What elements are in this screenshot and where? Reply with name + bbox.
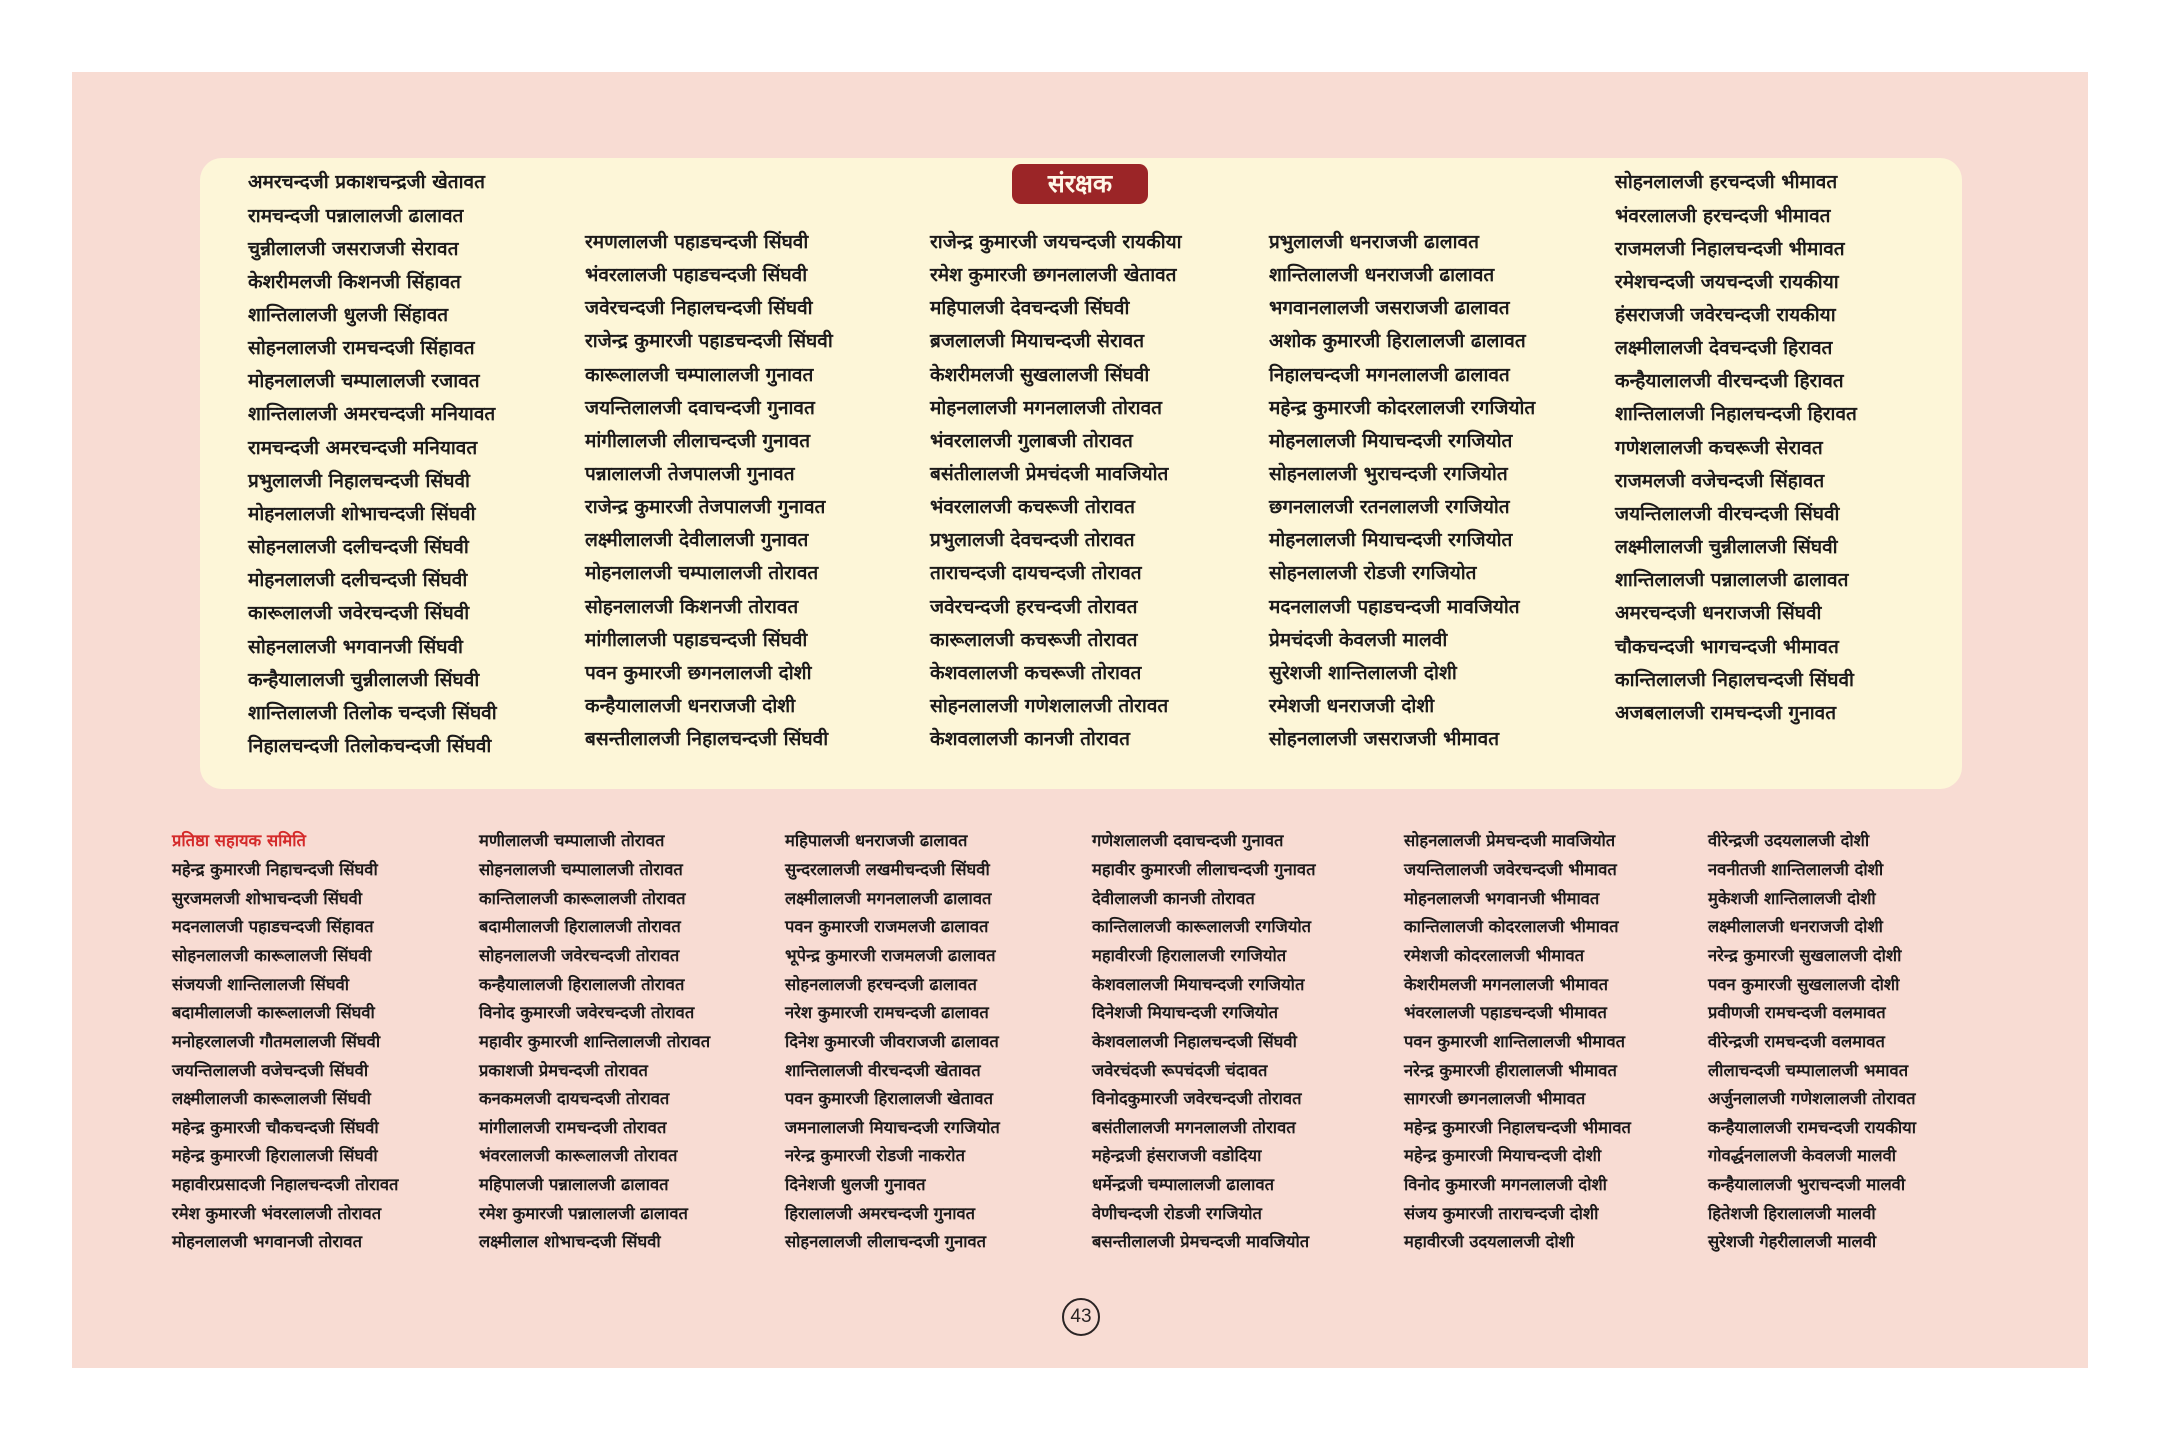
committee-member-name: महावीरजी उदयलालजी दोशी <box>1404 1232 1575 1252</box>
patron-name: मोहनलालजी मियाचन्दजी रगजियोत <box>1269 529 1513 552</box>
patron-name: रमेशचन्दजी जयचन्दजी रायकीया <box>1615 270 1839 293</box>
committee-member-name: कन्हैयालालजी हिरालालजी तोरावत <box>479 974 685 994</box>
committee-member-name: महेन्द्रजी हंसराजजी वडोदिया <box>1092 1146 1262 1166</box>
patron-name: सोहनलालजी किशनजी तोरावत <box>585 595 799 618</box>
patrons-column-1 <box>248 166 497 763</box>
committee-member-name: सागरजी छगनलालजी भीमावत <box>1404 1089 1586 1109</box>
committee-member-name: लक्ष्मीलालजी धनराजजी दोशी <box>1708 917 1883 937</box>
patron-name: चुन्नीलालजी जसराजजी सेरावत <box>248 237 459 260</box>
patron-name: राजेन्द्र कुमारजी पहाडचन्दजी सिंघवी <box>585 330 833 353</box>
committee-member-name: महावीरजी हिरालालजी रगजियोत <box>1092 945 1287 965</box>
page <box>72 72 2088 1368</box>
committee-member-name: जवेरचंदजी रूपचंदजी चंदावत <box>1092 1060 1268 1080</box>
patron-name: जयन्तिलालजी वीरचन्दजी सिंघवी <box>1615 502 1840 525</box>
patron-name: प्रेमचंदजी केवलजी मालवी <box>1269 628 1448 651</box>
patron-name: मदनलालजी पहाडचन्दजी मावजियोत <box>1269 595 1520 618</box>
committee-member-name: नरेन्द्र कुमारजी हीरालालजी भीमावत <box>1404 1060 1617 1080</box>
committee-member-name: भंवरलालजी कारूलालजी तोरावत <box>479 1146 678 1166</box>
committee-member-name: कान्तिलालजी कोदरलालजी भीमावत <box>1404 917 1619 937</box>
committee-member-name: महेन्द्र कुमारजी मियाचन्दजी दोशी <box>1404 1146 1602 1166</box>
committee-column-5 <box>1404 827 1631 1257</box>
patron-name: ब्रजलालजी मियाचन्दजी सेरावत <box>930 330 1145 353</box>
committee-member-name: सुन्दरलालजी लखमीचन्दजी सिंघवी <box>785 860 990 880</box>
committee-member-name: हिरालालजी अमरचन्दजी गुनावत <box>785 1203 976 1223</box>
committee-member-name: विनोद कुमारजी मगनलालजी दोशी <box>1404 1175 1607 1195</box>
committee-member-name: दिनेशजी मियाचन्दजी रगजियोत <box>1092 1003 1279 1023</box>
committee-member-name: महिपालजी धनराजजी ढालावत <box>785 831 968 851</box>
patrons-column-4 <box>1269 226 1535 757</box>
committee-member-name: सोहनलालजी चम्पालालजी तोरावत <box>479 860 683 880</box>
patron-name: छगनलालजी रतनलालजी रगजियोत <box>1269 496 1510 519</box>
committee-member-name: कनकमलजी दायचन्दजी तोरावत <box>479 1089 670 1109</box>
committee-member-name: सोहनलालजी लीलाचन्दजी गुनावत <box>785 1232 987 1252</box>
patron-name: कन्हैयालालजी धनराजजी दोशी <box>585 695 796 718</box>
committee-member-name: मनोहरलालजी गौतमलालजी सिंघवी <box>172 1031 381 1051</box>
committee-member-name: मुकेशजी शान्तिलालजी दोशी <box>1708 888 1876 908</box>
patron-name: रमेश कुमारजी छगनलालजी खेतावत <box>930 264 1177 287</box>
patron-name: मोहनलालजी चम्पालालजी तोरावत <box>585 562 819 585</box>
patron-name: राजेन्द्र कुमारजी जयचन्दजी रायकीया <box>930 230 1182 253</box>
committee-member-name: मदनलालजी पहाडचन्दजी सिंहावत <box>172 917 374 937</box>
committee-member-name: रमेश कुमारजी भंवरलालजी तोरावत <box>172 1203 382 1223</box>
patron-name: कान्तिलालजी निहालचन्दजी सिंघवी <box>1615 668 1854 691</box>
committee-member-name: बसन्तीलालजी प्रेमचन्दजी मावजियोत <box>1092 1232 1310 1252</box>
committee-member-name: भूपेन्द्र कुमारजी राजमलजी ढालावत <box>785 945 996 965</box>
committee-member-name: नरेन्द्र कुमारजी रोडजी नाकरोत <box>785 1146 965 1166</box>
patron-name: राजमलजी वजेचन्दजी सिंहावत <box>1615 469 1825 492</box>
committee-member-name: भंवरलालजी पहाडचन्दजी भीमावत <box>1404 1003 1607 1023</box>
committee-member-name: लीलाचन्दजी चम्पालालजी भमावत <box>1708 1060 1909 1080</box>
committee-member-name: बदामीलालजी कारूलालजी सिंघवी <box>172 1003 375 1023</box>
committee-member-name: जयन्तिलालजी जवेरचन्दजी भीमावत <box>1404 860 1617 880</box>
patrons-column-3 <box>930 226 1182 757</box>
committee-member-name: कान्तिलालजी कारूलालजी रगजियोत <box>1092 917 1312 937</box>
patron-name: निहालचन्दजी मगनलालजी ढालावत <box>1269 363 1510 386</box>
patron-name: शान्तिलालजी तिलोक चन्दजी सिंघवी <box>248 701 497 724</box>
committee-member-name: दिनेशजी धुलजी गुनावत <box>785 1175 926 1195</box>
patron-name: भंवरलालजी कचरूजी तोरावत <box>930 496 1135 519</box>
committee-member-name: बसंतीलालजी मगनलालजी तोरावत <box>1092 1117 1296 1137</box>
patron-name: रमेशजी धनराजजी दोशी <box>1269 695 1435 718</box>
patron-name: भगवानलालजी जसराजजी ढालावत <box>1269 297 1510 320</box>
committee-member-name: नरेश कुमारजी रामचन्दजी ढालावत <box>785 1003 989 1023</box>
committee-member-name: लक्ष्मीलालजी कारूलालजी सिंघवी <box>172 1089 371 1109</box>
patron-name: लक्ष्मीलालजी देवीलालजी गुनावत <box>585 529 809 552</box>
patron-name: सोहनलालजी दलीचन्दजी सिंघवी <box>248 536 469 559</box>
patron-name: केशवलालजी कचरूजी तोरावत <box>930 661 1142 684</box>
patron-name: अमरचन्दजी धनराजजी सिंघवी <box>1615 602 1822 625</box>
patron-name: राजेन्द्र कुमारजी तेजपालजी गुनावत <box>585 496 826 519</box>
committee-member-name: संजय कुमारजी ताराचन्दजी दोशी <box>1404 1203 1599 1223</box>
patron-name: केशवलालजी कानजी तोरावत <box>930 728 1130 751</box>
committee-member-name: कान्तिलालजी कारूलालजी तोरावत <box>479 888 686 908</box>
patron-name: कन्हैयालालजी वीरचन्दजी हिरावत <box>1615 370 1844 393</box>
committee-member-name: केशवलालजी मियाचन्दजी रगजियोत <box>1092 974 1305 994</box>
patron-name: अमरचन्दजी प्रकाशचन्द्रजी खेतावत <box>248 171 485 194</box>
patron-name: लक्ष्मीलालजी देवचन्दजी हिरावत <box>1615 337 1833 360</box>
patron-name: केशरीमलजी किशनजी सिंहावत <box>248 270 461 293</box>
patron-name: रमणलालजी पहाडचन्दजी सिंघवी <box>585 230 809 253</box>
committee-member-name: प्रकाशजी प्रेमचन्दजी तोरावत <box>479 1060 648 1080</box>
patron-name: सोहनलालजी भगवानजी सिंघवी <box>248 635 463 658</box>
patron-name: प्रभुलालजी धनराजजी ढालावत <box>1269 230 1479 253</box>
committee-member-name: लक्ष्मीलालजी मगनलालजी ढालावत <box>785 888 992 908</box>
patron-name: शान्तिलालजी अमरचन्दजी मनियावत <box>248 403 496 426</box>
patron-name: मोहनलालजी दलीचन्दजी सिंघवी <box>248 569 468 592</box>
committee-member-name: रमेश कुमारजी पन्नालालजी ढालावत <box>479 1203 688 1223</box>
patron-name: मांगीलालजी पहाडचन्दजी सिंघवी <box>585 628 808 651</box>
committee-member-name: पवन कुमारजी शान्तिलालजी भीमावत <box>1404 1031 1626 1051</box>
committee-member-name: सोहनलालजी कारूलालजी सिंघवी <box>172 945 372 965</box>
committee-member-name: महेन्द्र कुमारजी निहालचन्दजी भीमावत <box>1404 1117 1631 1137</box>
patron-name: कारूलालजी कचरूजी तोरावत <box>930 628 1138 651</box>
patrons-column-2 <box>585 226 833 757</box>
patron-name: मांगीलालजी लीलाचन्दजी गुनावत <box>585 429 811 452</box>
patron-name: बसन्तीलालजी निहालचन्दजी सिंघवी <box>585 728 829 751</box>
committee-member-name: सुरेशजी गेहरीलालजी मालवी <box>1708 1232 1877 1252</box>
patron-name: सोहनलालजी रामचन्दजी सिंहावत <box>248 337 475 360</box>
committee-member-name: कन्हैयालालजी भुराचन्दजी मालवी <box>1708 1175 1906 1195</box>
committee-column-3 <box>785 827 1000 1257</box>
patron-name: महिपालजी देवचन्दजी सिंघवी <box>930 297 1130 320</box>
patron-name: कन्हैयालालजी चुन्नीलालजी सिंघवी <box>248 668 480 691</box>
committee-member-name: लक्ष्मीलाल शोभाचन्दजी सिंघवी <box>479 1232 661 1252</box>
committee-member-name: धर्मेन्द्रजी चम्पालालजी ढालावत <box>1092 1175 1275 1195</box>
patron-name: अजबलालजी रामचन्दजी गुनावत <box>1615 701 1837 724</box>
committee-member-name: विनोदकुमारजी जवेरचन्दजी तोरावत <box>1092 1089 1302 1109</box>
patron-name: शान्तिलालजी पन्नालालजी ढालावत <box>1615 569 1849 592</box>
committee-member-name: मणीलालजी चम्पालाजी तोरावत <box>479 831 665 851</box>
patron-name: सोहनलालजी हरचन्दजी भीमावत <box>1615 171 1838 194</box>
committee-member-name: महेन्द्र कुमारजी निहाचन्दजी सिंघवी <box>172 860 378 880</box>
committee-member-name: केशरीमलजी मगनलालजी भीमावत <box>1404 974 1609 994</box>
committee-column-4 <box>1092 827 1315 1257</box>
patron-name: निहालचन्दजी तिलोकचन्दजी सिंघवी <box>248 735 492 758</box>
committee-member-name: पवन कुमारजी हिरालालजी खेतावत <box>785 1089 993 1109</box>
committee-member-name: केशवलालजी निहालचन्दजी सिंघवी <box>1092 1031 1297 1051</box>
patron-name: शान्तिलालजी धुलजी सिंहावत <box>248 304 449 327</box>
committee-member-name: जयन्तिलालजी वजेचन्दजी सिंघवी <box>172 1060 369 1080</box>
patron-name: अशोक कुमारजी हिरालालजी ढालावत <box>1269 330 1526 353</box>
committee-member-name: शान्तिलालजी वीरचन्दजी खेतावत <box>785 1060 981 1080</box>
patron-name: सुरेशजी शान्तिलालजी दोशी <box>1269 661 1457 684</box>
committee-member-name: देवीलालजी कानजी तोरावत <box>1092 888 1255 908</box>
committee-member-name: सोहनलालजी हरचन्दजी ढालावत <box>785 974 977 994</box>
patron-name: महेन्द्र कुमारजी कोदरलालजी रगजियोत <box>1269 396 1536 419</box>
patron-name: कारूलालजी जवेरचन्दजी सिंघवी <box>248 602 470 625</box>
patron-name: सोहनलालजी भुराचन्दजी रगजियोत <box>1269 462 1508 485</box>
committee-member-name: बदामीलालजी हिरालालजी तोरावत <box>479 917 681 937</box>
patrons-column-5 <box>1615 166 1857 730</box>
committee-member-name: गणेशलालजी दवाचन्दजी गुनावत <box>1092 831 1284 851</box>
patron-name: सोहनलालजी गणेशलालजी तोरावत <box>930 695 1169 718</box>
committee-member-name: संजयजी शान्तिलालजी सिंघवी <box>172 974 350 994</box>
patron-name: पवन कुमारजी छगनलालजी दोशी <box>585 661 812 684</box>
committee-member-name: महावीरप्रसादजी निहालचन्दजी तोरावत <box>172 1175 399 1195</box>
committee-member-name: मोहनलालजी भगवानजी भीमावत <box>1404 888 1600 908</box>
patron-name: चौकचन्दजी भागचन्दजी भीमावत <box>1615 635 1839 658</box>
patron-name: मोहनलालजी मियाचन्दजी रगजियोत <box>1269 429 1513 452</box>
committee-member-name: महेन्द्र कुमारजी चौकचन्दजी सिंघवी <box>172 1117 379 1137</box>
patron-name: रामचन्दजी पन्नालालजी ढालावत <box>248 204 464 227</box>
committee-member-name: सोहनलालजी प्रेमचन्दजी मावजियोत <box>1404 831 1616 851</box>
committee-member-name: दिनेश कुमारजी जीवराजजी ढालावत <box>785 1031 999 1051</box>
patron-name: राजमलजी निहालचन्दजी भीमावत <box>1615 237 1845 260</box>
committee-column-1 <box>172 856 398 1257</box>
patrons-title: संरक्षक <box>1012 164 1148 204</box>
committee-member-name: हितेशजी हिरालालजी मालवी <box>1708 1203 1876 1223</box>
committee-member-name: वीरेन्द्रजी उदयलालजी दोशी <box>1708 831 1870 851</box>
patron-name: लक्ष्मीलालजी चुन्नीलालजी सिंघवी <box>1615 536 1838 559</box>
page-number: 43 <box>1062 1298 1100 1336</box>
committee-member-name: मांगीलालजी रामचन्दजी तोरावत <box>479 1117 667 1137</box>
committee-member-name: सुरजमलजी शोभाचन्दजी सिंघवी <box>172 888 363 908</box>
committee-member-name: नवनीतजी शान्तिलालजी दोशी <box>1708 860 1884 880</box>
committee-member-name: पवन कुमारजी सुखलालजी दोशी <box>1708 974 1900 994</box>
committee-member-name: विनोद कुमारजी जवेरचन्दजी तोरावत <box>479 1003 695 1023</box>
patron-name: सोहनलालजी रोडजी रगजियोत <box>1269 562 1477 585</box>
committee-member-name: गोवर्द्धनलालजी केवलजी मालवी <box>1708 1146 1897 1166</box>
patron-name: प्रभुलालजी देवचन्दजी तोरावत <box>930 529 1135 552</box>
committee-title: प्रतिष्ठा सहायक समिति <box>172 831 306 851</box>
patron-name: मोहनलालजी शोभाचन्दजी सिंघवी <box>248 502 476 525</box>
patron-name: मोहनलालजी चम्पालालजी रजावत <box>248 370 480 393</box>
patron-name: बसंतीलालजी प्रेमचंदजी मावजियोत <box>930 462 1169 485</box>
patron-name: जवेरचन्दजी निहालचन्दजी सिंघवी <box>585 297 813 320</box>
patron-name: केशरीमलजी सुखलालजी सिंघवी <box>930 363 1150 386</box>
committee-member-name: प्रवीणजी रामचन्दजी वलमावत <box>1708 1003 1886 1023</box>
committee-member-name: वेणीचन्दजी रोडजी रगजियोत <box>1092 1203 1262 1223</box>
committee-member-name: महेन्द्र कुमारजी हिरालालजी सिंघवी <box>172 1146 378 1166</box>
patron-name: भंवरलालजी पहाडचन्दजी सिंघवी <box>585 264 808 287</box>
committee-member-name: रमेशजी कोदरलालजी भीमावत <box>1404 945 1585 965</box>
patron-name: शान्तिलालजी धनराजजी ढालावत <box>1269 264 1495 287</box>
patron-name: जयन्तिलालजी दवाचन्दजी गुनावत <box>585 396 815 419</box>
patron-name: मोहनलालजी मगनलालजी तोरावत <box>930 396 1162 419</box>
patron-name: रामचन्दजी अमरचन्दजी मनियावत <box>248 436 478 459</box>
committee-member-name: कन्हैयालालजी रामचन्दजी रायकीया <box>1708 1117 1916 1137</box>
committee-column-6 <box>1708 827 1916 1257</box>
patron-name: पन्नालालजी तेजपालजी गुनावत <box>585 462 795 485</box>
patron-name: भंवरलालजी हरचन्दजी भीमावत <box>1615 204 1831 227</box>
committee-member-name: पवन कुमारजी राजमलजी ढालावत <box>785 917 989 937</box>
committee-member-name: नरेन्द्र कुमारजी सुखलालजी दोशी <box>1708 945 1902 965</box>
committee-column-2 <box>479 827 710 1257</box>
committee-member-name: वीरेन्द्रजी रामचन्दजी वलमावत <box>1708 1031 1885 1051</box>
patron-name: गणेशलालजी कचरूजी सेरावत <box>1615 436 1823 459</box>
patron-name: सोहनलालजी जसराजजी भीमावत <box>1269 728 1500 751</box>
patron-name: कारूलालजी चम्पालालजी गुनावत <box>585 363 814 386</box>
patron-name: ताराचन्दजी दायचन्दजी तोरावत <box>930 562 1142 585</box>
committee-member-name: महावीर कुमारजी शान्तिलालजी तोरावत <box>479 1031 711 1051</box>
patron-name: भंवरलालजी गुलाबजी तोरावत <box>930 429 1133 452</box>
committee-member-name: महिपालजी पन्नालालजी ढालावत <box>479 1175 669 1195</box>
committee-member-name: सोहनलालजी जवेरचन्दजी तोरावत <box>479 945 680 965</box>
patron-name: हंसराजजी जवेरचन्दजी रायकीया <box>1615 304 1836 327</box>
committee-member-name: जमनालालजी मियाचन्दजी रगजियोत <box>785 1117 1000 1137</box>
patron-name: प्रभुलालजी निहालचन्दजी सिंघवी <box>248 469 470 492</box>
committee-member-name: अर्जुनलालजी गणेशलालजी तोरावत <box>1708 1089 1916 1109</box>
patron-name: जवेरचन्दजी हरचन्दजी तोरावत <box>930 595 1138 618</box>
committee-member-name: मोहनलालजी भगवानजी तोरावत <box>172 1232 363 1252</box>
committee-member-name: महावीर कुमारजी लीलाचन्दजी गुनावत <box>1092 860 1316 880</box>
patron-name: शान्तिलालजी निहालचन्दजी हिरावत <box>1615 403 1857 426</box>
